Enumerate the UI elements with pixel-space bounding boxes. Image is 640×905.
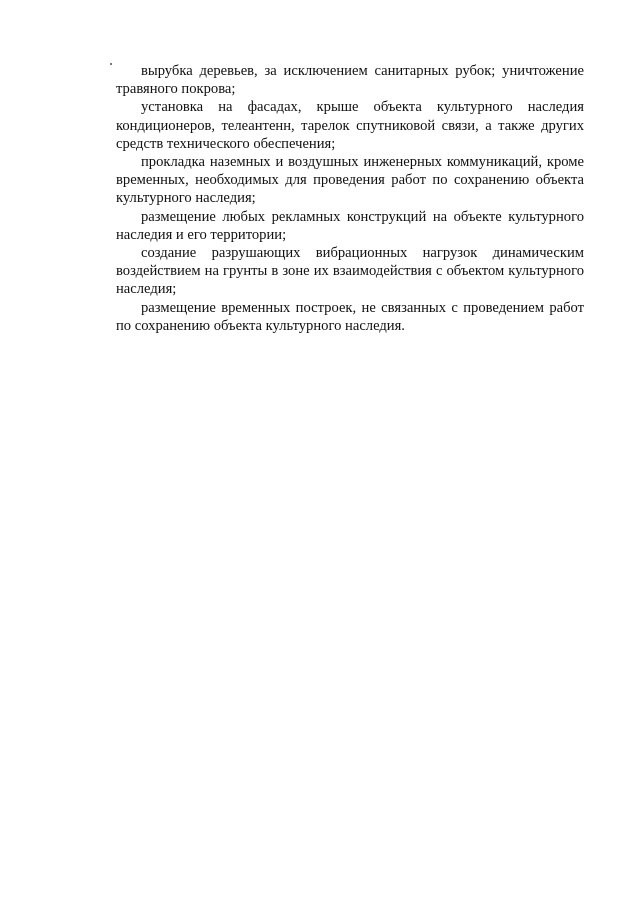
paragraph-utilities: прокладка наземных и воздушных инженерных коммуникаций, кроме временных, необходимых для проведения работ по сохранению объекта культурного наследия;: [116, 154, 584, 207]
paragraph-tree-felling: вырубка деревьев, за исключением санитарных рубок; уничтожение травяного покрова;: [116, 63, 584, 98]
paragraph-facade-equipment: установка на фасадах, крыше объекта культурного наследия кондиционеров, телеантенн, тарелок спутниковой связи, а также других средств технического обеспечения;: [116, 99, 584, 152]
scan-speck: [110, 63, 112, 65]
document-body: [116, 62, 584, 335]
paragraph-vibration-loads: создание разрушающих вибрационных нагрузок динамическим воздействием на грунты в зоне их взаимодействия с объектом культурного наследия;: [116, 245, 584, 298]
paragraph-temporary-buildings: размещение временных построек, не связанных с проведением работ по сохранению объекта культурного наследия.: [116, 299, 584, 334]
paragraph-advertising: размещение любых рекламных конструкций на объекте культурного наследия и его территории;: [116, 208, 584, 243]
